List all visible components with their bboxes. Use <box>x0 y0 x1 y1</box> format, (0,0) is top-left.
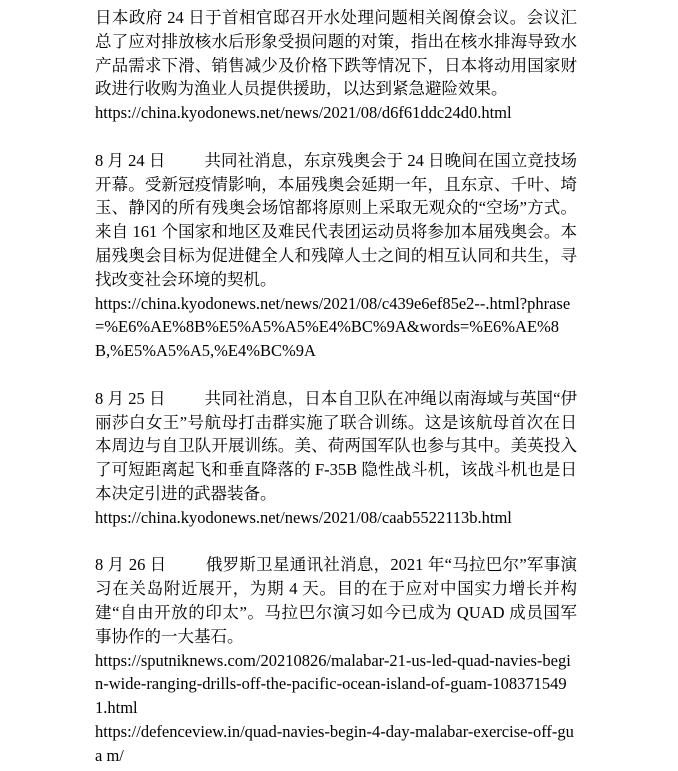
entry-text: 共同社消息，东京残奥会于 24 日晚间在国立竞技场开幕。受新冠疫情影响，本届残奥会延期一年，且东京、千叶、埼玉、静冈的所有残奥会场馆都将原则上采取无观众的“空场”方式。来自 161 个国家和地区及难民代表团运动员将参加本届残奥会。本届残奥会目标为促进健全人和残障人士之间的相互认同和共生，寻找改变社会环境的契机。 <box>95 150 578 289</box>
news-entry <box>95 553 577 767</box>
article-url[interactable]: https://china.kyodonews.net/news/2021/08/c439e6ef85e2--.html?phrase=%E6%AE%8B%E5%A5%A5%E4%BC%9A&words=%E6%AE%8B,%E5%A5%A5,%E4%BC%9A <box>95 293 571 361</box>
entry-paragraph <box>95 6 577 101</box>
entry-date: 8 月 25 日 <box>95 388 166 408</box>
entry-paragraph <box>95 387 577 506</box>
entry-date: 8 月 24 日 <box>95 150 166 170</box>
news-entry <box>95 6 577 125</box>
article-url[interactable]: https://china.kyodonews.net/news/2021/08/caab5522113b.html <box>95 507 512 527</box>
entry-paragraph <box>95 553 577 648</box>
article-url[interactable]: https://sputniknews.com/20210826/malabar-21-us-led-quad-navies-begin-wide-ranging-drills-off-the-pacific-ocean-island-of-guam-1083715491.html <box>95 650 571 718</box>
entry-text: 共同社消息，日本自卫队在冲绳以南海域与英国“伊丽莎白女王”号航母打击群实施了联合训练。这是该航母首次在日本周边与自卫队开展训练。美、荷两国军队也参与其中。美英投入了可短距离起飞和垂直降落的 F-35B 隐性战斗机，该战斗机也是日本决定引进的武器装备。 <box>95 388 578 503</box>
entry-paragraph <box>95 149 577 292</box>
news-entry <box>95 149 577 363</box>
entry-text: 日本政府 24 日于首相官邸召开水处理问题相关阁僚会议。会议汇总了应对排放核水后形象受损问题的对策，指出在核水排海导致水产品需求下滑、销售减少及价格下跌等情况下，日本将动用国家财政进行收购为渔业人员提供援助，以达到紧急避险效果。 <box>95 8 577 99</box>
entry-date: 8 月 26 日 <box>95 555 167 575</box>
news-entry <box>95 387 577 530</box>
entry-text: 俄罗斯卫星通讯社消息，2021 年“马拉巴尔”军事演习在关岛附近展开，为期 4 天。目的在于应对中国实力增长并构建“自由开放的印太”。马拉巴尔演习如今已成为 QUAD 成员国军事协作的一大基石。 <box>95 555 577 646</box>
article-url[interactable]: https://defenceview.in/quad-navies-begin-4-day-malabar-exercise-off-gua m/ <box>95 721 574 765</box>
article-url[interactable]: https://china.kyodonews.net/news/2021/08/d6f61ddc24d0.html <box>95 103 512 123</box>
